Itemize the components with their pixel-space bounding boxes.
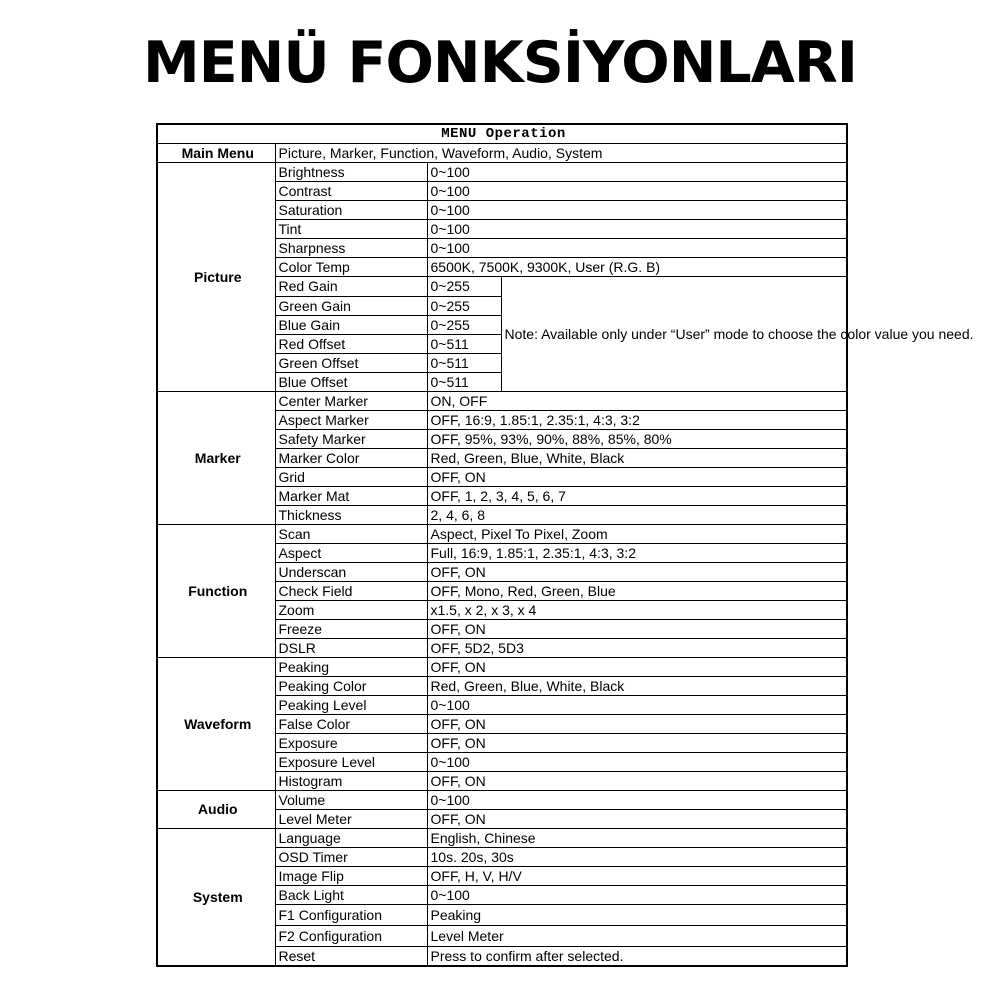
setting-value: 0~100 bbox=[427, 791, 847, 810]
setting-value: 0~511 bbox=[427, 373, 501, 392]
setting-value: English, Chinese bbox=[427, 829, 847, 848]
setting-name: Aspect bbox=[275, 544, 427, 563]
setting-value: 0~100 bbox=[427, 696, 847, 715]
setting-name: Marker Color bbox=[275, 449, 427, 468]
setting-name: Image Flip bbox=[275, 867, 427, 886]
menu-operation-table bbox=[156, 123, 974, 967]
setting-value: OFF, ON bbox=[427, 810, 847, 829]
setting-name: False Color bbox=[275, 715, 427, 734]
setting-name: Red Offset bbox=[275, 335, 427, 354]
group-label-picture: Picture bbox=[157, 163, 275, 392]
setting-name: Sharpness bbox=[275, 239, 427, 258]
setting-value: 0~100 bbox=[427, 220, 847, 239]
setting-value: OFF, ON bbox=[427, 734, 847, 753]
setting-value: Aspect, Pixel To Pixel, Zoom bbox=[427, 525, 847, 544]
setting-name: Check Field bbox=[275, 582, 427, 601]
table-row bbox=[157, 163, 847, 182]
table-row bbox=[157, 658, 847, 677]
group-label-function: Function bbox=[157, 525, 275, 658]
setting-value: OFF, ON bbox=[427, 715, 847, 734]
setting-value: OFF, H, V, H/V bbox=[427, 867, 847, 886]
setting-name: Underscan bbox=[275, 563, 427, 582]
setting-value: Level Meter bbox=[427, 926, 847, 947]
setting-value: 0~100 bbox=[427, 239, 847, 258]
setting-name: Color Temp bbox=[275, 258, 427, 277]
setting-value: 0~100 bbox=[427, 886, 847, 905]
setting-value: 6500K, 7500K, 9300K, User (R.G. B) bbox=[427, 258, 847, 277]
group-label-marker: Marker bbox=[157, 392, 275, 525]
setting-name: Freeze bbox=[275, 620, 427, 639]
setting-name: Blue Gain bbox=[275, 316, 427, 335]
setting-name: Tint bbox=[275, 220, 427, 239]
setting-name: Safety Marker bbox=[275, 430, 427, 449]
setting-name: Thickness bbox=[275, 506, 427, 525]
setting-value: 2, 4, 6, 8 bbox=[427, 506, 847, 525]
setting-name: Blue Offset bbox=[275, 373, 427, 392]
setting-name: Back Light bbox=[275, 886, 427, 905]
caption-row bbox=[157, 124, 847, 144]
setting-name: Contrast bbox=[275, 182, 427, 201]
setting-value: OFF, Mono, Red, Green, Blue bbox=[427, 582, 847, 601]
setting-name: Volume bbox=[275, 791, 427, 810]
setting-name: Grid bbox=[275, 468, 427, 487]
setting-value: 0~100 bbox=[427, 753, 847, 772]
setting-name: Reset bbox=[275, 947, 427, 967]
setting-name: Peaking bbox=[275, 658, 427, 677]
setting-name: F2 Configuration bbox=[275, 926, 427, 947]
table-caption: MENU Operation bbox=[157, 124, 847, 144]
setting-name: Histogram bbox=[275, 772, 427, 791]
setting-value: OFF, ON bbox=[427, 772, 847, 791]
setting-value: 0~511 bbox=[427, 335, 501, 354]
group-label-waveform: Waveform bbox=[157, 658, 275, 791]
setting-name: Zoom bbox=[275, 601, 427, 620]
setting-value: ON, OFF bbox=[427, 392, 847, 411]
setting-value: 0~100 bbox=[427, 182, 847, 201]
main-menu-label: Main Menu bbox=[157, 144, 275, 163]
setting-value: OFF, ON bbox=[427, 563, 847, 582]
setting-value: 0~255 bbox=[427, 316, 501, 335]
setting-value: 0~255 bbox=[427, 297, 501, 316]
setting-name: Marker Mat bbox=[275, 487, 427, 506]
setting-value: 0~511 bbox=[427, 354, 501, 373]
setting-name: Level Meter bbox=[275, 810, 427, 829]
setting-name: Peaking Color bbox=[275, 677, 427, 696]
setting-name: Language bbox=[275, 829, 427, 848]
setting-name: DSLR bbox=[275, 639, 427, 658]
setting-value: OFF, 95%, 93%, 90%, 88%, 85%, 80% bbox=[427, 430, 847, 449]
table-row bbox=[157, 392, 847, 411]
main-menu-row bbox=[157, 144, 847, 163]
setting-value: 10s. 20s, 30s bbox=[427, 848, 847, 867]
table-row bbox=[157, 525, 847, 544]
setting-name: OSD Timer bbox=[275, 848, 427, 867]
color-note: Note: Available only under “User” mode to choose the color value you need. bbox=[501, 277, 847, 392]
setting-value: OFF, ON bbox=[427, 468, 847, 487]
page-title: MENÜ FONKSİYONLARI bbox=[143, 30, 857, 96]
setting-value: Full, 16:9, 1.85:1, 2.35:1, 4:3, 3:2 bbox=[427, 544, 847, 563]
setting-value: Press to confirm after selected. bbox=[427, 947, 847, 967]
group-label-system: System bbox=[157, 829, 275, 967]
setting-name: Saturation bbox=[275, 201, 427, 220]
setting-name: Exposure bbox=[275, 734, 427, 753]
setting-name: Red Gain bbox=[275, 277, 427, 297]
setting-name: Center Marker bbox=[275, 392, 427, 411]
table-row bbox=[157, 791, 847, 810]
setting-value: OFF, ON bbox=[427, 658, 847, 677]
setting-name: F1 Configuration bbox=[275, 905, 427, 926]
setting-name: Peaking Level bbox=[275, 696, 427, 715]
main-menu-value: Picture, Marker, Function, Waveform, Audio, System bbox=[275, 144, 847, 163]
setting-name: Brightness bbox=[275, 163, 427, 182]
group-label-audio: Audio bbox=[157, 791, 275, 829]
setting-name: Exposure Level bbox=[275, 753, 427, 772]
setting-value: x1.5, x 2, x 3, x 4 bbox=[427, 601, 847, 620]
setting-value: OFF, 5D2, 5D3 bbox=[427, 639, 847, 658]
setting-value: 0~100 bbox=[427, 201, 847, 220]
setting-value: Red, Green, Blue, White, Black bbox=[427, 677, 847, 696]
setting-name: Scan bbox=[275, 525, 427, 544]
setting-value: 0~100 bbox=[427, 163, 847, 182]
setting-value: OFF, 1, 2, 3, 4, 5, 6, 7 bbox=[427, 487, 847, 506]
setting-value: OFF, ON bbox=[427, 620, 847, 639]
setting-value: OFF, 16:9, 1.85:1, 2.35:1, 4:3, 3:2 bbox=[427, 411, 847, 430]
setting-value: 0~255 bbox=[427, 277, 501, 297]
setting-name: Aspect Marker bbox=[275, 411, 427, 430]
table-row bbox=[157, 829, 847, 848]
setting-value: Red, Green, Blue, White, Black bbox=[427, 449, 847, 468]
setting-value: Peaking bbox=[427, 905, 847, 926]
setting-name: Green Offset bbox=[275, 354, 427, 373]
setting-name: Green Gain bbox=[275, 297, 427, 316]
